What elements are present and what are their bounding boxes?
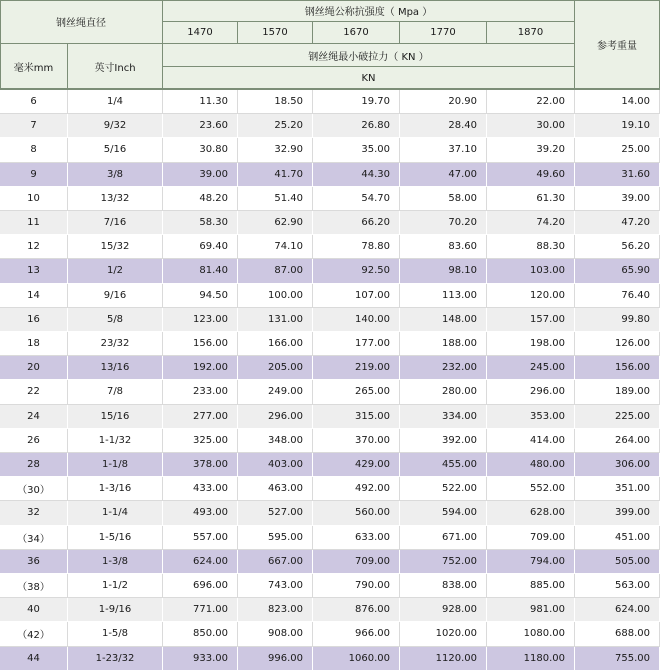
table-header — [0, 0, 660, 90]
cell-inch: 7/8 — [68, 380, 163, 404]
cell-1870: 157.00 — [487, 308, 575, 332]
cell-1470: 557.00 — [163, 526, 238, 550]
cell-inch: 1-5/16 — [68, 526, 163, 550]
cell-1570: 166.00 — [238, 332, 313, 356]
cell-1770: 58.00 — [400, 187, 487, 211]
cell-1670: 315.00 — [313, 405, 400, 429]
cell-weight: 47.20 — [575, 211, 660, 235]
header-grade-1770: 1770 — [400, 22, 487, 44]
cell-1870: 103.00 — [487, 259, 575, 283]
cell-mm: 13 — [0, 259, 68, 283]
cell-1870: 414.00 — [487, 429, 575, 453]
cell-mm: 32 — [0, 501, 68, 525]
cell-1670: 265.00 — [313, 380, 400, 404]
cell-1570: 41.70 — [238, 163, 313, 187]
cell-1670: 876.00 — [313, 598, 400, 622]
cell-1670: 35.00 — [313, 138, 400, 162]
cell-1470: 23.60 — [163, 114, 238, 138]
table-row — [0, 550, 660, 574]
cell-1870: 794.00 — [487, 550, 575, 574]
cell-weight: 451.00 — [575, 526, 660, 550]
cell-1870: 74.20 — [487, 211, 575, 235]
cell-weight: 19.10 — [575, 114, 660, 138]
cell-inch: 1-9/16 — [68, 598, 163, 622]
cell-mm: 26 — [0, 429, 68, 453]
cell-1770: 1020.00 — [400, 622, 487, 646]
cell-1670: 44.30 — [313, 163, 400, 187]
cell-weight: 76.40 — [575, 284, 660, 308]
cell-1570: 743.00 — [238, 574, 313, 598]
table-body — [0, 90, 660, 671]
cell-weight: 351.00 — [575, 477, 660, 501]
table-row — [0, 453, 660, 477]
cell-mm: 24 — [0, 405, 68, 429]
cell-1870: 981.00 — [487, 598, 575, 622]
cell-1870: 88.30 — [487, 235, 575, 259]
cell-1470: 156.00 — [163, 332, 238, 356]
table-row — [0, 332, 660, 356]
cell-weight: 688.00 — [575, 622, 660, 646]
cell-weight: 306.00 — [575, 453, 660, 477]
table-row — [0, 622, 660, 646]
cell-1470: 624.00 — [163, 550, 238, 574]
table-row — [0, 163, 660, 187]
cell-1770: 280.00 — [400, 380, 487, 404]
cell-1670: 92.50 — [313, 259, 400, 283]
table-row — [0, 187, 660, 211]
cell-1870: 22.00 — [487, 90, 575, 114]
header-grade-1470: 1470 — [163, 22, 238, 44]
cell-1470: 81.40 — [163, 259, 238, 283]
cell-1470: 69.40 — [163, 235, 238, 259]
table-row — [0, 235, 660, 259]
table-row — [0, 598, 660, 622]
cell-mm: 6 — [0, 90, 68, 114]
table-row — [0, 647, 660, 671]
cell-weight: 563.00 — [575, 574, 660, 598]
cell-weight: 39.00 — [575, 187, 660, 211]
header-inch: 英寸Inch — [68, 44, 163, 90]
cell-1570: 463.00 — [238, 477, 313, 501]
cell-1570: 527.00 — [238, 501, 313, 525]
header-diameter: 钢丝绳直径 — [0, 0, 163, 44]
cell-mm: 36 — [0, 550, 68, 574]
cell-1670: 560.00 — [313, 501, 400, 525]
cell-1570: 62.90 — [238, 211, 313, 235]
table-row — [0, 526, 660, 550]
cell-1470: 771.00 — [163, 598, 238, 622]
cell-1670: 219.00 — [313, 356, 400, 380]
cell-1470: 696.00 — [163, 574, 238, 598]
cell-1770: 838.00 — [400, 574, 487, 598]
cell-1470: 30.80 — [163, 138, 238, 162]
cell-inch: 1-3/16 — [68, 477, 163, 501]
cell-1470: 277.00 — [163, 405, 238, 429]
cell-inch: 7/16 — [68, 211, 163, 235]
cell-weight: 156.00 — [575, 356, 660, 380]
cell-weight: 225.00 — [575, 405, 660, 429]
cell-1870: 61.30 — [487, 187, 575, 211]
cell-1570: 100.00 — [238, 284, 313, 308]
cell-1870: 39.20 — [487, 138, 575, 162]
cell-1870: 353.00 — [487, 405, 575, 429]
cell-1870: 49.60 — [487, 163, 575, 187]
cell-1470: 325.00 — [163, 429, 238, 453]
cell-1470: 39.00 — [163, 163, 238, 187]
cell-weight: 65.90 — [575, 259, 660, 283]
cell-inch: 1-5/8 — [68, 622, 163, 646]
table-row — [0, 259, 660, 283]
cell-weight: 99.80 — [575, 308, 660, 332]
cell-inch: 1-1/4 — [68, 501, 163, 525]
cell-1570: 249.00 — [238, 380, 313, 404]
table-row — [0, 308, 660, 332]
cell-1870: 30.00 — [487, 114, 575, 138]
cell-1570: 348.00 — [238, 429, 313, 453]
cell-1570: 32.90 — [238, 138, 313, 162]
cell-1470: 192.00 — [163, 356, 238, 380]
cell-1870: 198.00 — [487, 332, 575, 356]
table-row — [0, 284, 660, 308]
cell-mm: 9 — [0, 163, 68, 187]
header-min-breaking-force: 钢丝绳最小破拉力（ KN ） — [163, 44, 575, 67]
cell-1670: 54.70 — [313, 187, 400, 211]
cell-1670: 177.00 — [313, 332, 400, 356]
cell-1670: 966.00 — [313, 622, 400, 646]
cell-weight: 126.00 — [575, 332, 660, 356]
cell-inch: 3/8 — [68, 163, 163, 187]
cell-inch: 1-1/32 — [68, 429, 163, 453]
cell-1470: 94.50 — [163, 284, 238, 308]
cell-1770: 83.60 — [400, 235, 487, 259]
cell-inch: 9/16 — [68, 284, 163, 308]
cell-1770: 113.00 — [400, 284, 487, 308]
cell-mm: 28 — [0, 453, 68, 477]
cell-1670: 66.20 — [313, 211, 400, 235]
cell-mm: 44 — [0, 647, 68, 671]
cell-1770: 37.10 — [400, 138, 487, 162]
cell-weight: 505.00 — [575, 550, 660, 574]
cell-1570: 403.00 — [238, 453, 313, 477]
cell-mm: （42） — [0, 622, 68, 646]
cell-inch: 5/16 — [68, 138, 163, 162]
cell-weight: 189.00 — [575, 380, 660, 404]
cell-mm: 8 — [0, 138, 68, 162]
cell-1470: 493.00 — [163, 501, 238, 525]
table-row — [0, 380, 660, 404]
cell-1470: 123.00 — [163, 308, 238, 332]
header-weight: 参考重量 — [575, 0, 660, 90]
cell-weight: 14.00 — [575, 90, 660, 114]
table-row — [0, 405, 660, 429]
table-row — [0, 211, 660, 235]
cell-1570: 25.20 — [238, 114, 313, 138]
cell-1570: 595.00 — [238, 526, 313, 550]
cell-inch: 1-23/32 — [68, 647, 163, 671]
cell-1470: 433.00 — [163, 477, 238, 501]
cell-mm: 7 — [0, 114, 68, 138]
cell-1870: 552.00 — [487, 477, 575, 501]
table-row — [0, 114, 660, 138]
cell-1670: 1060.00 — [313, 647, 400, 671]
cell-1770: 522.00 — [400, 477, 487, 501]
cell-1570: 667.00 — [238, 550, 313, 574]
table-row — [0, 90, 660, 114]
cell-mm: 20 — [0, 356, 68, 380]
cell-weight: 755.00 — [575, 647, 660, 671]
header-mm: 毫米mm — [0, 44, 68, 90]
cell-inch: 9/32 — [68, 114, 163, 138]
cell-1570: 205.00 — [238, 356, 313, 380]
cell-1570: 74.10 — [238, 235, 313, 259]
header-unit-kn: KN — [163, 67, 575, 90]
header-grade-1670: 1670 — [313, 22, 400, 44]
cell-weight: 56.20 — [575, 235, 660, 259]
cell-1670: 78.80 — [313, 235, 400, 259]
cell-weight: 399.00 — [575, 501, 660, 525]
cell-inch: 13/16 — [68, 356, 163, 380]
header-grade-1870: 1870 — [487, 22, 575, 44]
cell-inch: 1-1/8 — [68, 453, 163, 477]
cell-1870: 296.00 — [487, 380, 575, 404]
cell-1670: 633.00 — [313, 526, 400, 550]
cell-inch: 5/8 — [68, 308, 163, 332]
cell-1570: 87.00 — [238, 259, 313, 283]
table-row — [0, 477, 660, 501]
cell-1770: 20.90 — [400, 90, 487, 114]
cell-1470: 58.30 — [163, 211, 238, 235]
cell-1770: 455.00 — [400, 453, 487, 477]
cell-1670: 370.00 — [313, 429, 400, 453]
cell-mm: 12 — [0, 235, 68, 259]
cell-1870: 480.00 — [487, 453, 575, 477]
cell-mm: 16 — [0, 308, 68, 332]
cell-1670: 709.00 — [313, 550, 400, 574]
cell-1470: 850.00 — [163, 622, 238, 646]
table-row — [0, 429, 660, 453]
table-row — [0, 574, 660, 598]
cell-1470: 378.00 — [163, 453, 238, 477]
cell-mm: 14 — [0, 284, 68, 308]
cell-1670: 140.00 — [313, 308, 400, 332]
cell-1770: 232.00 — [400, 356, 487, 380]
cell-1870: 628.00 — [487, 501, 575, 525]
cell-weight: 25.00 — [575, 138, 660, 162]
header-grade-1570: 1570 — [238, 22, 313, 44]
cell-1770: 392.00 — [400, 429, 487, 453]
cell-1770: 1120.00 — [400, 647, 487, 671]
cell-1770: 98.10 — [400, 259, 487, 283]
cell-1470: 933.00 — [163, 647, 238, 671]
table-row — [0, 138, 660, 162]
cell-1770: 334.00 — [400, 405, 487, 429]
cell-1870: 1080.00 — [487, 622, 575, 646]
cell-1770: 188.00 — [400, 332, 487, 356]
cell-mm: 40 — [0, 598, 68, 622]
cell-1570: 131.00 — [238, 308, 313, 332]
cell-1670: 429.00 — [313, 453, 400, 477]
cell-weight: 31.60 — [575, 163, 660, 187]
cell-1870: 245.00 — [487, 356, 575, 380]
cell-mm: 11 — [0, 211, 68, 235]
cell-1870: 885.00 — [487, 574, 575, 598]
cell-inch: 15/16 — [68, 405, 163, 429]
cell-mm: 18 — [0, 332, 68, 356]
cell-1570: 296.00 — [238, 405, 313, 429]
cell-mm: 22 — [0, 380, 68, 404]
cell-1770: 671.00 — [400, 526, 487, 550]
cell-1570: 908.00 — [238, 622, 313, 646]
cell-1570: 51.40 — [238, 187, 313, 211]
cell-inch: 1-1/2 — [68, 574, 163, 598]
cell-weight: 624.00 — [575, 598, 660, 622]
cell-mm: 10 — [0, 187, 68, 211]
cell-1670: 19.70 — [313, 90, 400, 114]
cell-1770: 752.00 — [400, 550, 487, 574]
cell-inch: 23/32 — [68, 332, 163, 356]
cell-mm: （34） — [0, 526, 68, 550]
cell-1670: 492.00 — [313, 477, 400, 501]
cell-1470: 11.30 — [163, 90, 238, 114]
table-row — [0, 501, 660, 525]
cell-1670: 26.80 — [313, 114, 400, 138]
cell-1770: 148.00 — [400, 308, 487, 332]
cell-1470: 233.00 — [163, 380, 238, 404]
cell-1670: 107.00 — [313, 284, 400, 308]
cell-inch: 1/2 — [68, 259, 163, 283]
cell-inch: 1-3/8 — [68, 550, 163, 574]
cell-1570: 996.00 — [238, 647, 313, 671]
cell-1870: 1180.00 — [487, 647, 575, 671]
cell-1870: 709.00 — [487, 526, 575, 550]
table-row — [0, 356, 660, 380]
cell-mm: （38） — [0, 574, 68, 598]
cell-1770: 47.00 — [400, 163, 487, 187]
cell-1870: 120.00 — [487, 284, 575, 308]
cell-1770: 594.00 — [400, 501, 487, 525]
cell-1570: 18.50 — [238, 90, 313, 114]
cell-1570: 823.00 — [238, 598, 313, 622]
cell-1770: 70.20 — [400, 211, 487, 235]
cell-inch: 13/32 — [68, 187, 163, 211]
cell-1770: 28.40 — [400, 114, 487, 138]
cell-inch: 1/4 — [68, 90, 163, 114]
cell-inch: 15/32 — [68, 235, 163, 259]
cell-weight: 264.00 — [575, 429, 660, 453]
cell-mm: （30） — [0, 477, 68, 501]
cell-1770: 928.00 — [400, 598, 487, 622]
cell-1670: 790.00 — [313, 574, 400, 598]
header-strength: 钢丝绳公称抗强度（ Mpa ） — [163, 0, 575, 22]
cell-1470: 48.20 — [163, 187, 238, 211]
